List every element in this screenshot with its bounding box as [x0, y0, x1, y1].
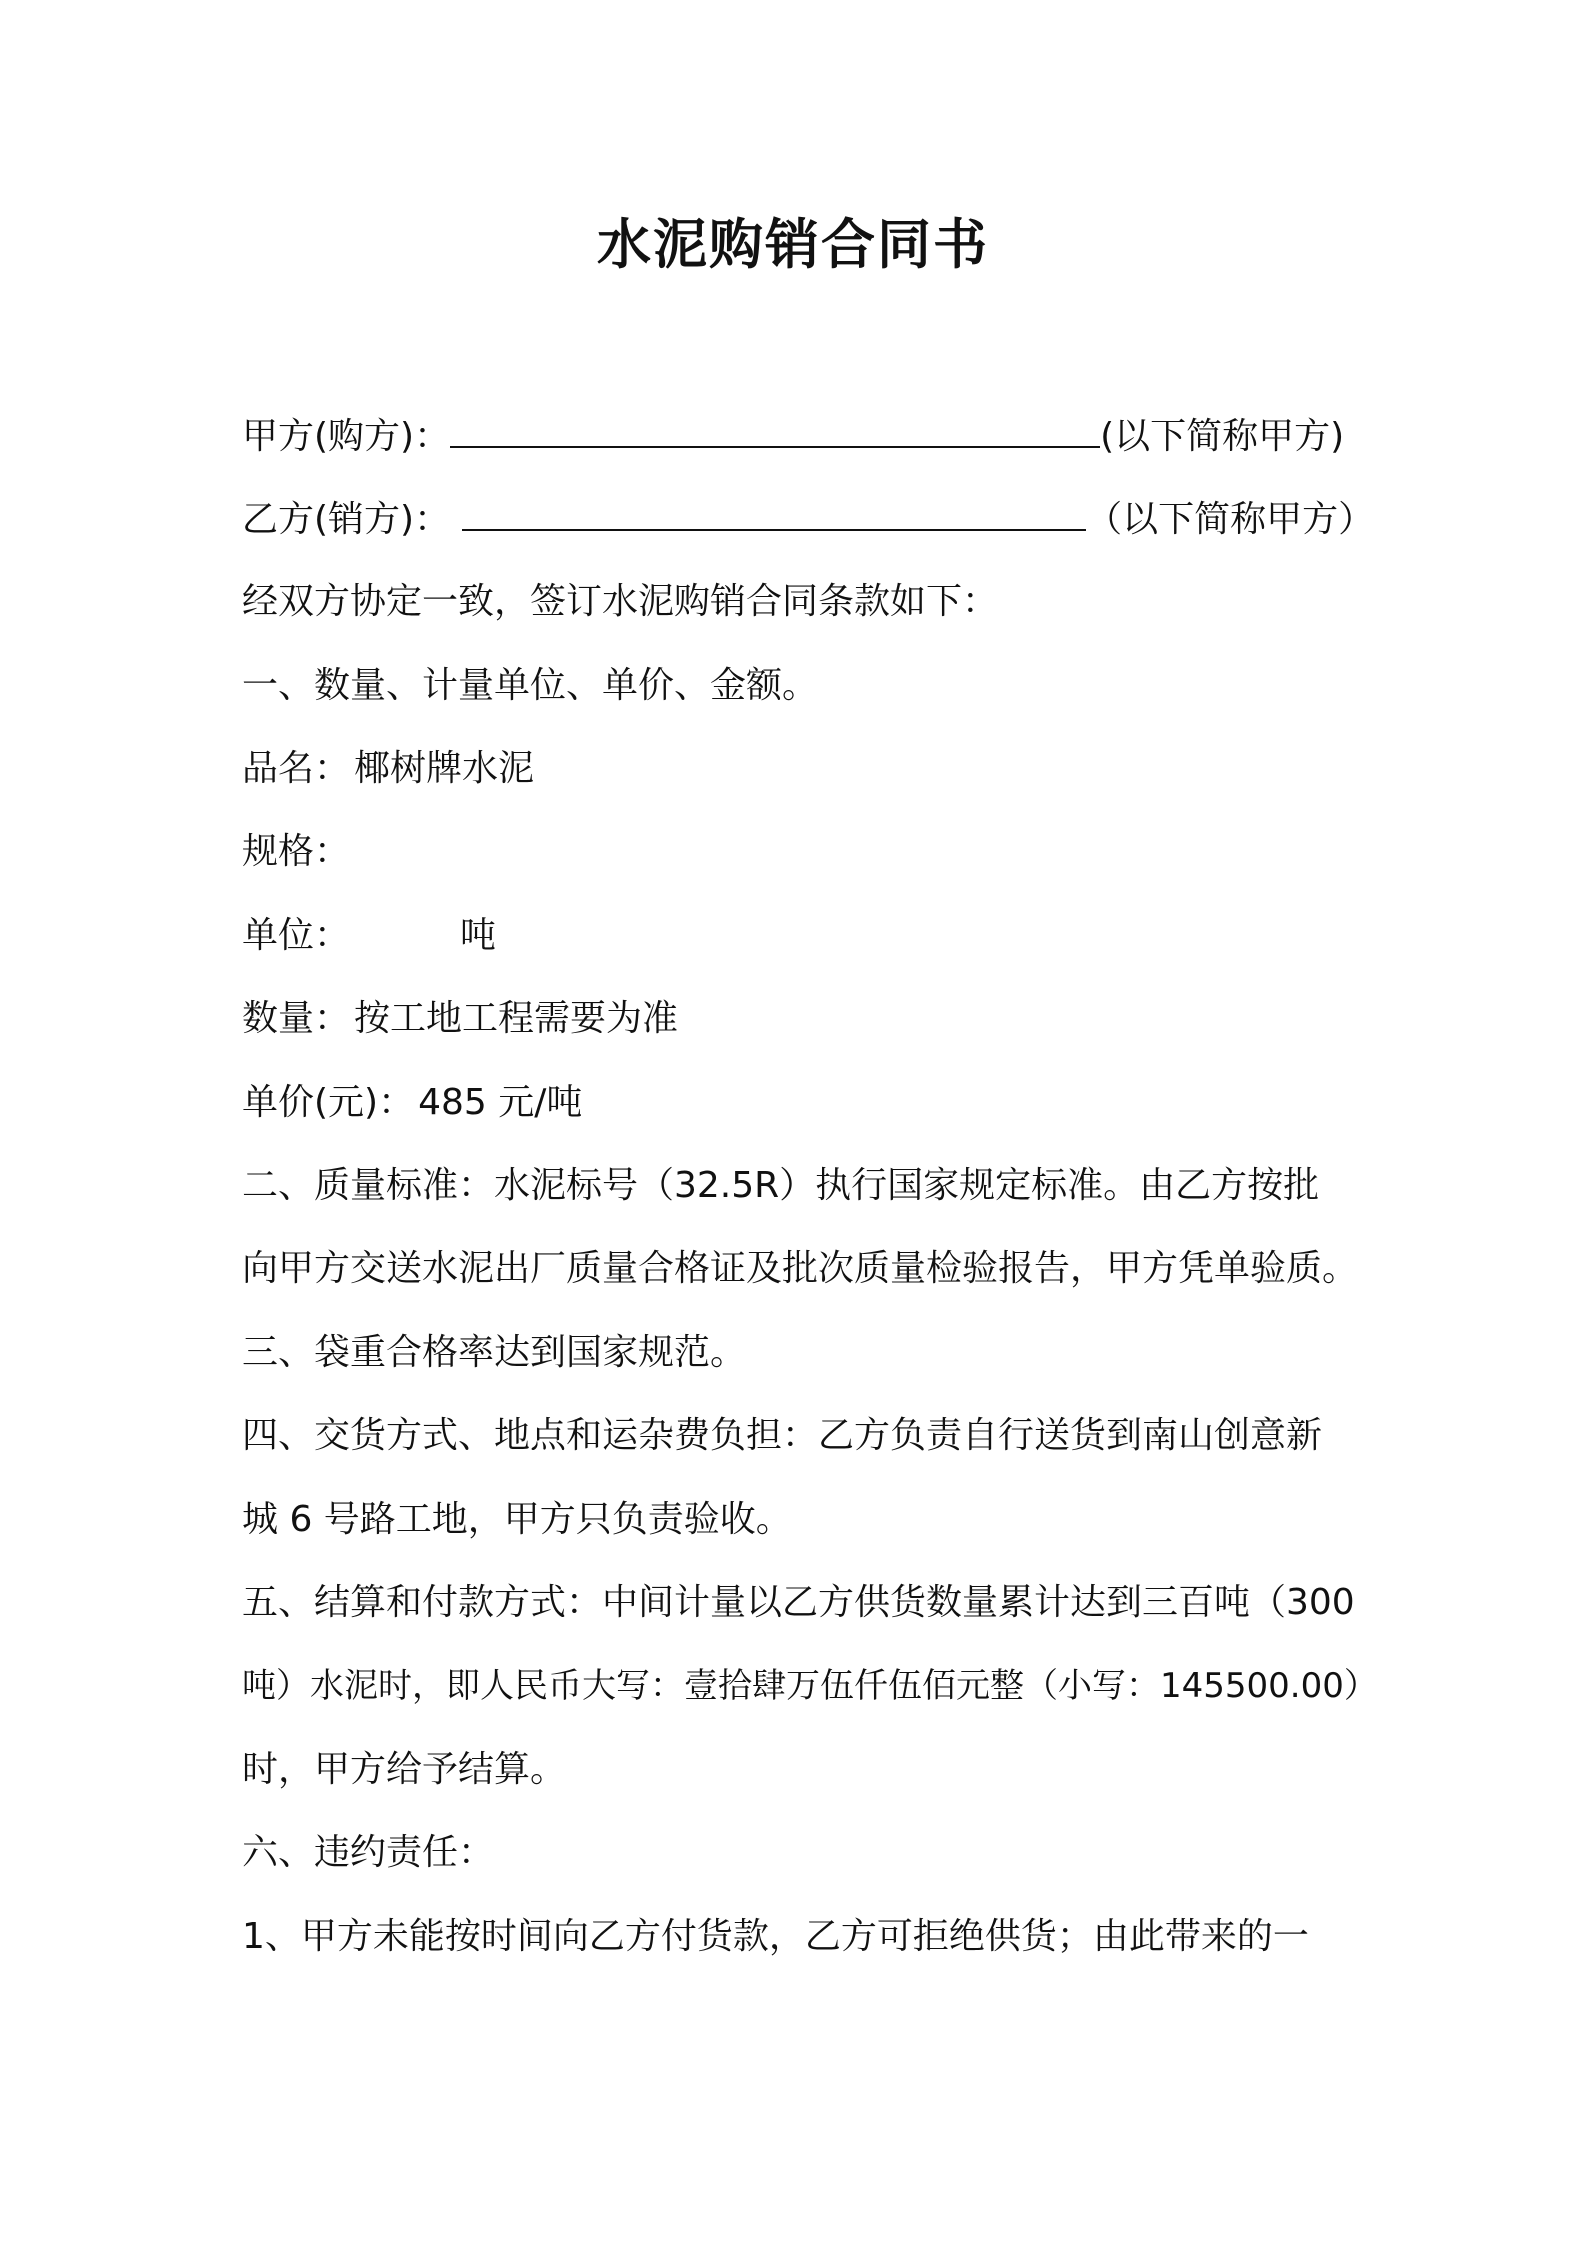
section4-line1: 四、交货方式、地点和运杂费负担：乙方负责自行送货到南山创意新: [242, 1415, 1323, 1456]
document-title: 水泥购销合同书: [597, 213, 989, 276]
section6-heading: 六、违约责任：: [242, 1832, 495, 1873]
price-value: 485 元/吨: [418, 1082, 583, 1123]
unit-label: 单位：: [242, 915, 351, 956]
section4-line2: 城 6 号路工地，甲方只负责验收。: [242, 1499, 792, 1540]
spec-label: 规格：: [242, 831, 351, 872]
party-a-line: [242, 410, 1344, 463]
section1-heading: 一、数量、计量单位、单价、金额。: [242, 665, 819, 706]
quantity-line: [242, 993, 678, 1045]
quantity-value: 按工地工程需要为准: [354, 998, 679, 1039]
unit-line: [242, 910, 496, 962]
party-a-suffix: (以下简称甲方): [1100, 416, 1345, 457]
intro-text: 经双方协定一致，签订水泥购销合同条款如下：: [242, 581, 999, 622]
party-b-suffix: （以下简称甲方）: [1086, 499, 1375, 540]
quantity-label: 数量：: [242, 998, 351, 1039]
section5-line3: 时，甲方给予结算。: [242, 1749, 567, 1790]
section5-line2: 吨）水泥时，即人民币大写：壹拾肆万伍仟伍佰元整（小写：145500.00）: [242, 1666, 1378, 1706]
section5-line1: 五、结算和付款方式：中间计量以乙方供货数量累计达到三百吨（300: [242, 1582, 1355, 1623]
product-value: 椰树牌水泥: [354, 748, 535, 789]
party-b-line: [242, 493, 1374, 546]
section6-item1: 1、甲方未能按时间向乙方付货款，乙方可拒绝供货；由此带来的一: [242, 1916, 1309, 1957]
product-line: [242, 743, 534, 795]
section2-line1: 二、质量标准：水泥标号（32.5R）执行国家规定标准。由乙方按批: [242, 1165, 1320, 1206]
unit-value: 吨: [460, 915, 497, 956]
party-b-label: 乙方(销方)：: [242, 499, 451, 540]
party-a-label: 甲方(购方)：: [242, 416, 451, 457]
party-a-blank: [450, 410, 1100, 448]
product-label: 品名：: [242, 748, 351, 789]
party-b-blank: [462, 493, 1086, 531]
section3-line1: 三、袋重合格率达到国家规范。: [242, 1332, 747, 1373]
price-line: [242, 1077, 582, 1129]
price-label: 单价(元)：: [242, 1082, 415, 1123]
section2-line2: 向甲方交送水泥出厂质量合格证及批次质量检验报告，甲方凭单验质。: [242, 1248, 1359, 1289]
